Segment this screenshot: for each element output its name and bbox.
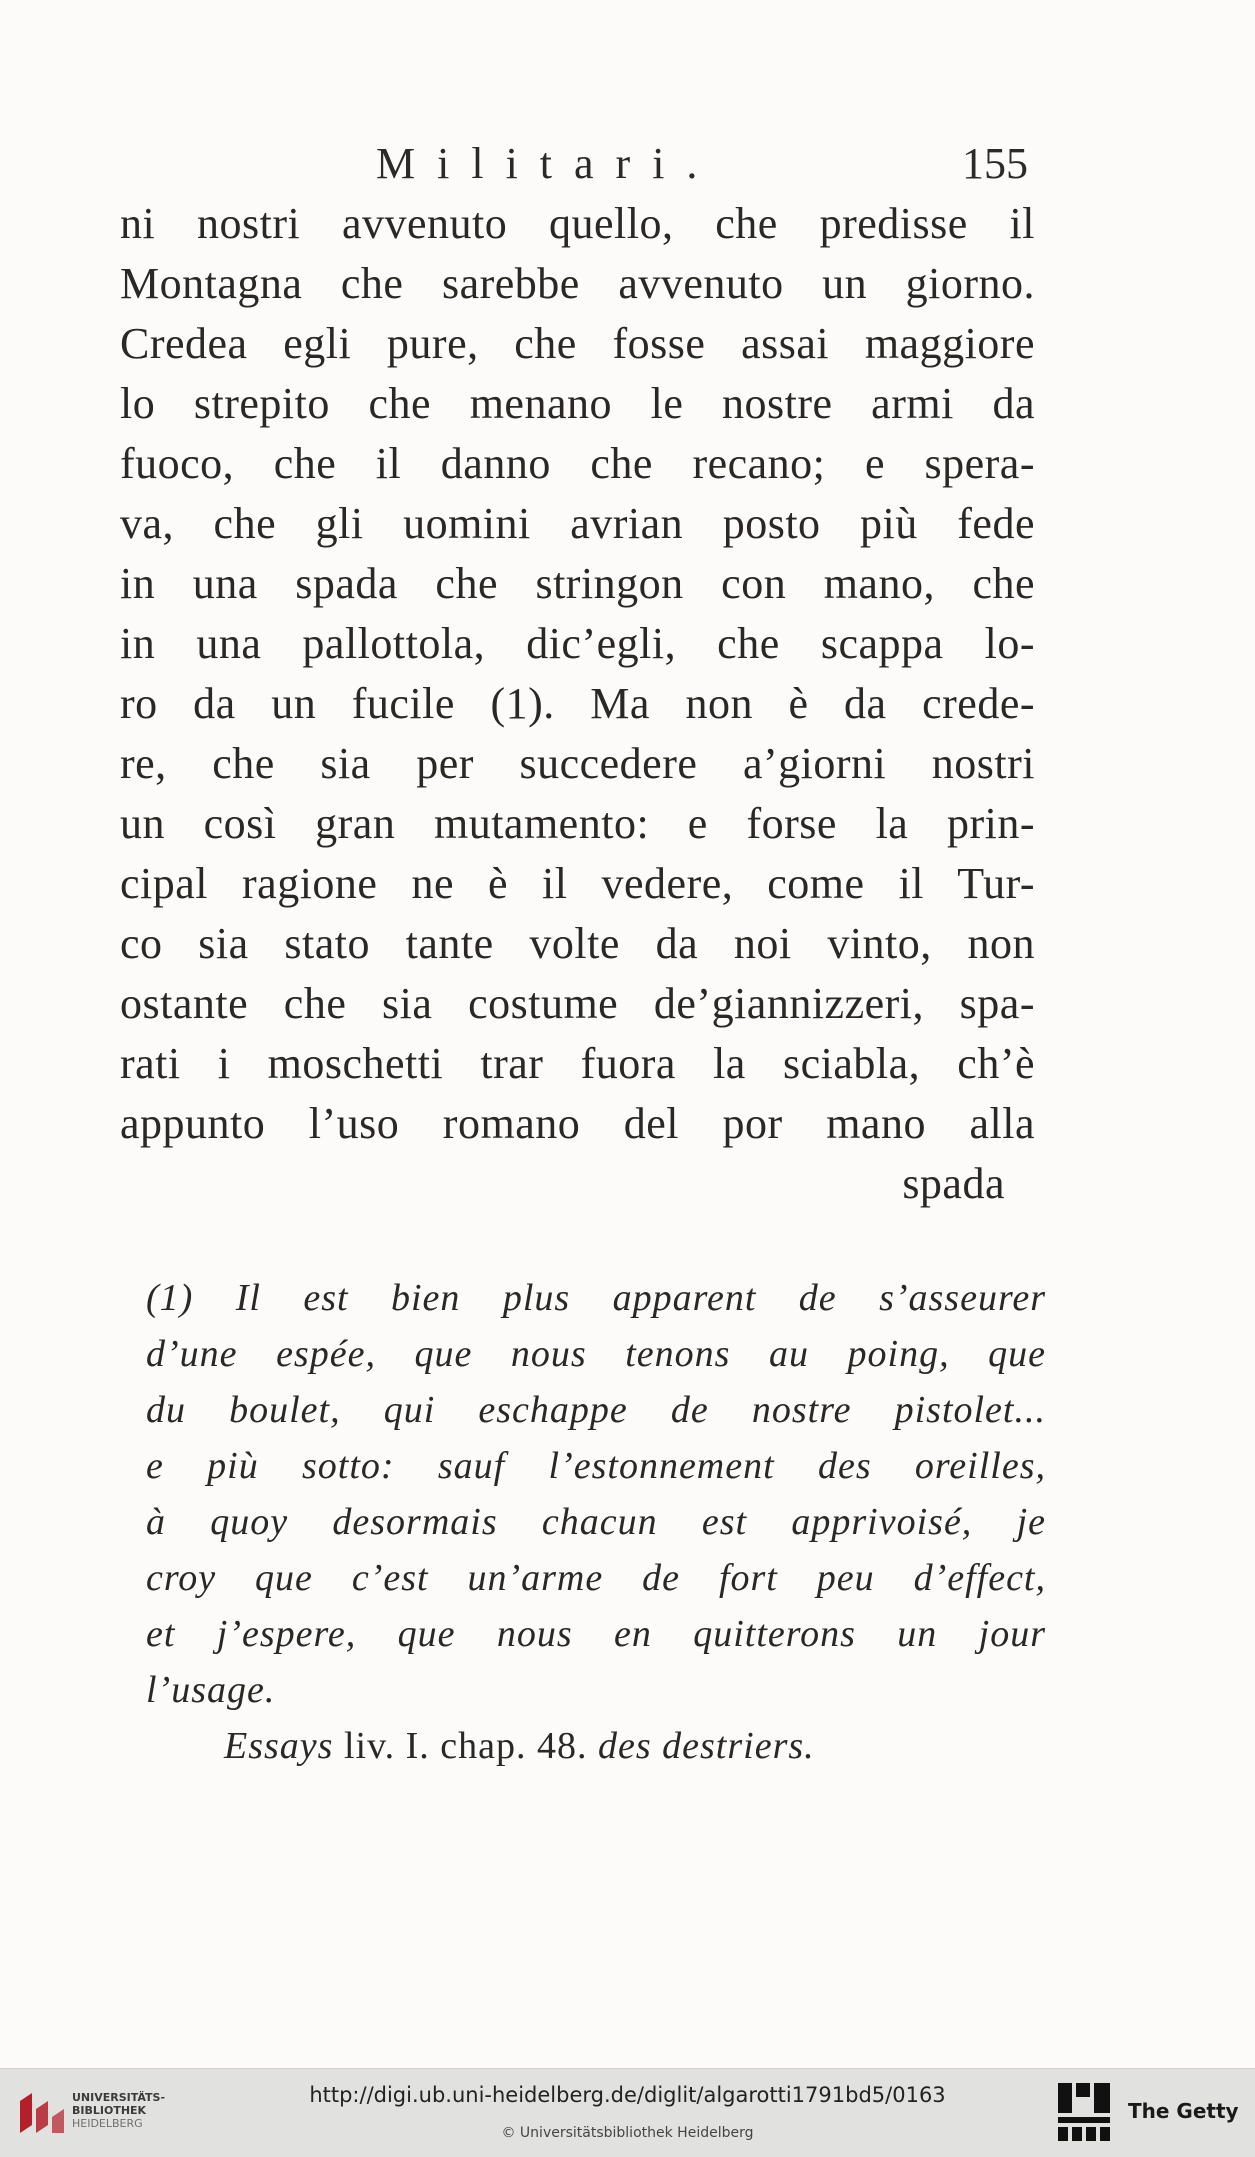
footnote-line: (1) Il est bien plus apparent de s’asseurer: [146, 1277, 1046, 1319]
library-name-line: BIBLIOTHEK: [72, 2104, 147, 2117]
page-number: 155: [962, 139, 1028, 188]
text-line: fuoco, che il danno che recano; e spera-: [120, 439, 1035, 488]
catchword: spada: [902, 1159, 1005, 1208]
text-line: in una pallottola, dic’egli, che scappa lo-: [120, 619, 1035, 668]
citation-reference: liv. I. chap. 48.: [333, 1725, 598, 1767]
library-name-line: HEIDELBERG: [72, 2117, 143, 2130]
partner-name: The Getty: [1128, 2099, 1239, 2123]
library-name-line: UNIVERSITÄTS-: [72, 2091, 166, 2104]
permalink-url[interactable]: http://digi.ub.uni-heidelberg.de/diglit/algarotti1791bd5/0163: [309, 2083, 946, 2107]
citation-work: Essays: [224, 1725, 334, 1767]
footnote-line: croy que c’est un’arme de fort peu d’effect,: [146, 1557, 1046, 1599]
text-line: ro da un fucile (1). Ma non è da crede-: [120, 679, 1035, 728]
text-line: va, che gli uomini avrian posto più fede: [120, 499, 1035, 548]
text-line: cipal ragione ne è il vedere, come il Tur-: [120, 859, 1035, 908]
text-line: un così gran mutamento: e forse la prin-: [120, 799, 1035, 848]
footnote-line: et j’espere, que nous en quitterons un jour: [146, 1613, 1046, 1655]
footnote-line: à quoy desormais chacun est apprivoisé, je: [146, 1501, 1046, 1543]
text-line: lo strepito che menano le nostre armi da: [120, 379, 1035, 428]
getty-logo-icon: [1056, 2081, 1112, 2143]
main-text: [120, 194, 1035, 1214]
text-line: co sia stato tante volte da noi vinto, non: [120, 919, 1035, 968]
footnote-line: du boulet, qui eschappe de nostre pistolet...: [146, 1389, 1046, 1431]
footnote-line: e più sotto: sauf l’estonnement des oreilles,: [146, 1445, 1046, 1487]
copyright-notice: © Universitätsbibliothek Heidelberg: [501, 2125, 754, 2141]
text-line: re, che sia per succedere a’giorni nostri: [120, 739, 1035, 788]
text-line: appunto l’uso romano del por mano alla: [120, 1099, 1035, 1148]
running-head: Militari.: [376, 139, 720, 188]
text-line: rati i moschetti trar fuora la sciabla, ch’è: [120, 1039, 1035, 1088]
footnote-line: d’une espée, que nous tenons au poing, que: [146, 1333, 1046, 1375]
text-line: Credea egli pure, che fosse assai maggiore: [120, 319, 1035, 368]
footnote: [146, 1270, 1046, 1774]
citation-chapter: des destriers.: [598, 1725, 815, 1767]
viewer-footer: [0, 2068, 1255, 2157]
text-line: in una spada che stringon con mano, che: [120, 559, 1035, 608]
text-line: ostante che sia costume de’giannizzeri, spa-: [120, 979, 1035, 1028]
text-line: ni nostri avvenuto quello, che predisse il: [120, 199, 1035, 248]
footnote-line: l’usage.: [146, 1669, 276, 1711]
text-line: Montagna che sarebbe avvenuto un giorno.: [120, 259, 1035, 308]
page-header: [118, 138, 1028, 188]
footnote-citation: [146, 1718, 1046, 1774]
